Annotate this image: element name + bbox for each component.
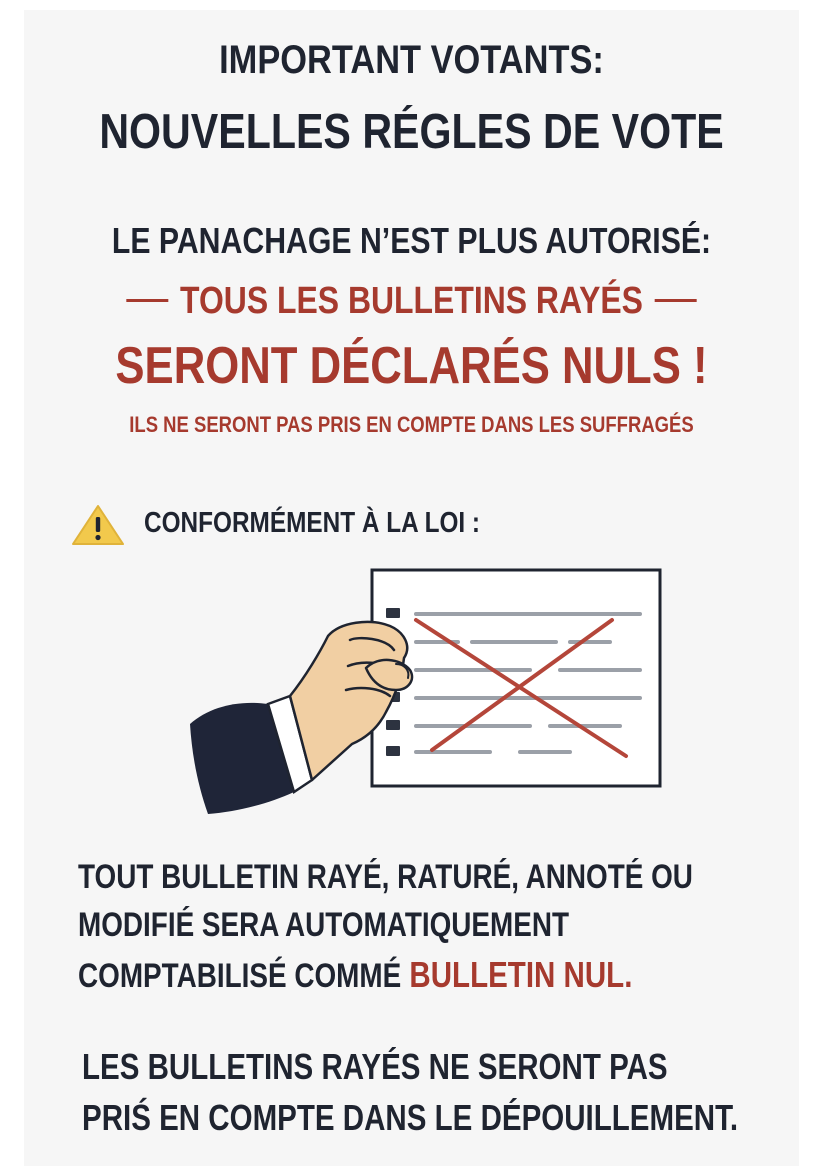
rule-heading: LE PANACHAGE N’EST PLUS AUTORISÉ: <box>111 220 712 261</box>
paragraph1-line2: MODIFIÉ SERA AUTOMATIQUEMENT <box>78 906 570 944</box>
paragraph1-line1: TOUT BULLETIN RAYÉ, RATURÉ, ANNOTÉ OU <box>78 858 693 896</box>
left-dash <box>126 299 168 302</box>
right-dash <box>655 299 697 302</box>
paragraph2-line2: PRIŚ EN COMPTE DANS LE DÉPOUILLEMENT. <box>82 1097 739 1138</box>
rule-nuls-line: SERONT DÉCLARÉS NULS ! <box>115 337 708 395</box>
paragraph2-line1: LES BULLETINS RAYÉS NE SERONT PAS <box>82 1046 668 1087</box>
title-line-2: NOUVELLES RÉGLES DE VOTE <box>99 105 724 159</box>
rule-banner-line <box>66 280 757 323</box>
law-text: CONFORMÉMENT À LA LOI : <box>144 507 481 539</box>
bulletin-nul-emphasis: BULLETIN NUL <box>409 954 625 995</box>
paragraph1-line3-suffix: . <box>624 954 633 995</box>
title-line-1: IMPORTANT VOTANTS: <box>219 38 604 82</box>
paragraph1-line3 <box>78 954 632 996</box>
rule-subnote: ILS NE SERONT PAS PRIS EN COMPTE DANS LES SUFFRAGÉS <box>129 412 694 437</box>
warning-icon <box>70 503 126 547</box>
paragraph1-line3-prefix: COMPTABILISÉ COMMÉ <box>78 957 402 995</box>
rule-banner-text: TOUS LES BULLETINS RAYÉS <box>180 280 643 322</box>
hand-holding-ballot-illustration <box>190 566 670 832</box>
